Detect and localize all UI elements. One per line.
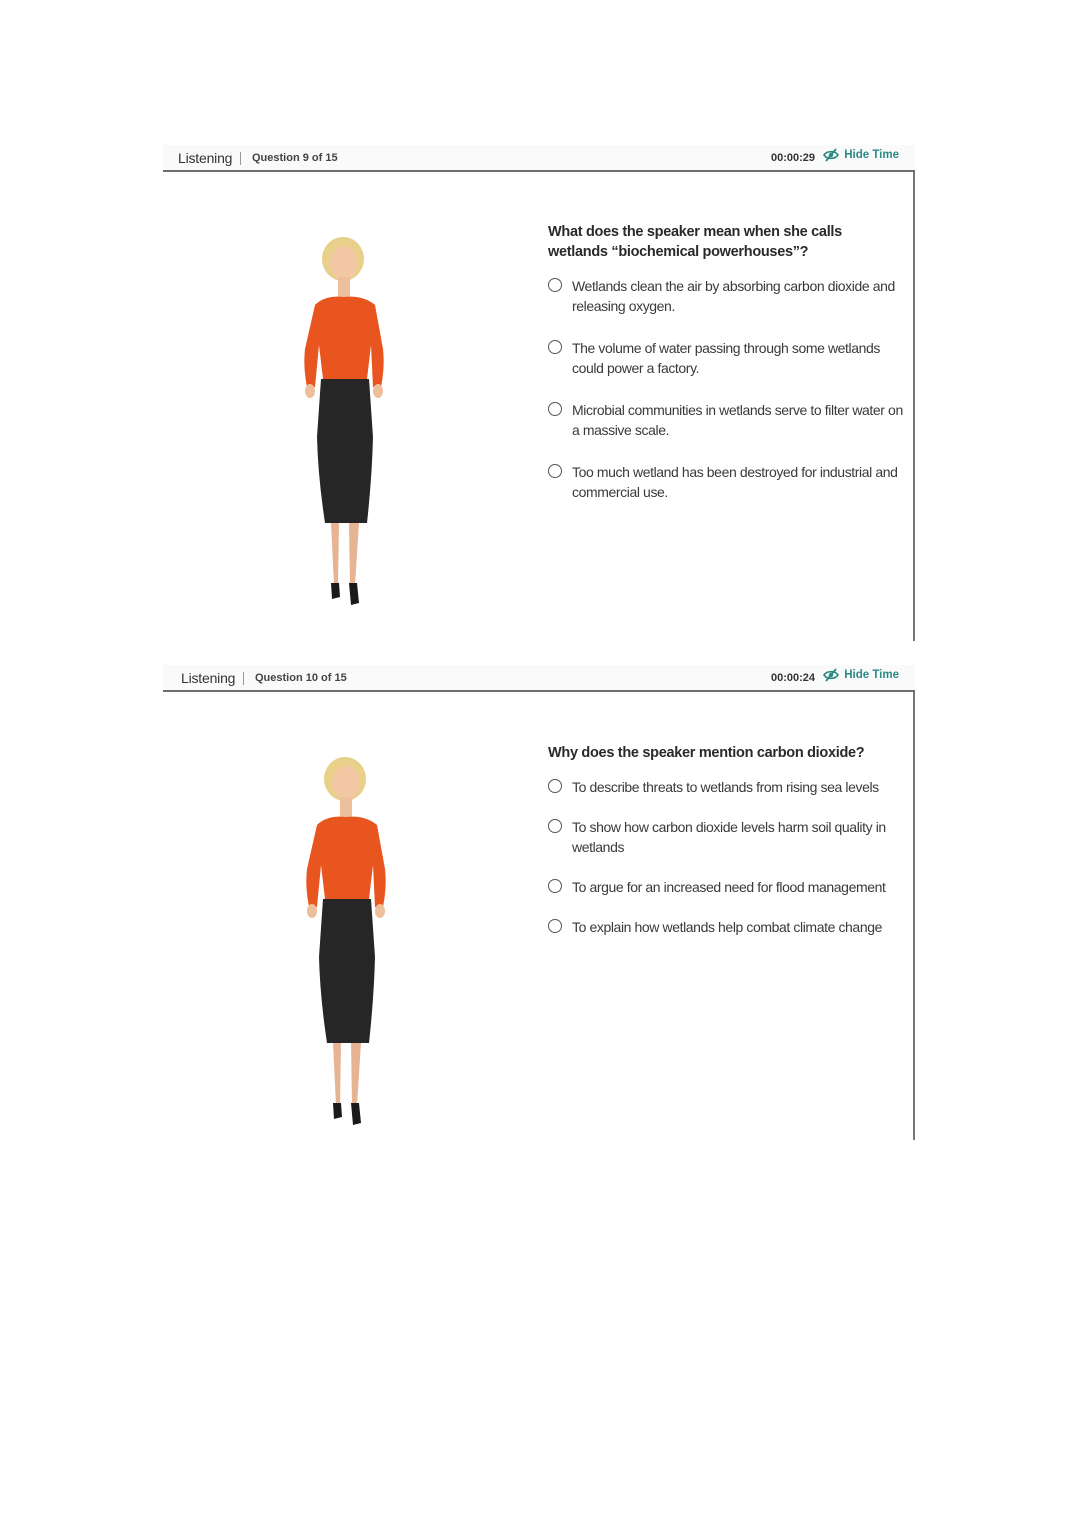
answer-option[interactable]	[548, 462, 903, 502]
section-label: Listening	[178, 150, 233, 166]
panel-border	[913, 665, 915, 1140]
answer-option[interactable]	[548, 777, 903, 797]
answer-option[interactable]	[548, 817, 903, 857]
section-label: Listening	[181, 670, 236, 686]
eye-slash-icon	[823, 668, 839, 682]
speaker-image	[295, 237, 405, 617]
timer: 00:00:24	[770, 672, 815, 684]
question-counter: Question 9 of 15	[252, 152, 338, 164]
answer-option[interactable]	[548, 276, 903, 316]
question-text: Why does the speaker mention carbon dioxide?	[548, 745, 865, 761]
eye-slash-icon	[823, 148, 839, 162]
radio-icon[interactable]	[548, 340, 562, 354]
option-label: To describe threats to wetlands from rising sea levels	[572, 779, 879, 795]
radio-icon[interactable]	[548, 402, 562, 416]
question-panel-10	[163, 665, 915, 1140]
option-label: Wetlands clean the air by absorbing carbon dioxide and releasing oxygen.	[572, 278, 895, 314]
question-text: What does the speaker mean when she calls wetlands “biochemical powerhouses”?	[548, 224, 842, 260]
radio-icon[interactable]	[548, 464, 562, 478]
question-counter: Question 10 of 15	[255, 672, 347, 684]
option-label: To show how carbon dioxide levels harm soil quality in wetlands	[572, 819, 886, 855]
option-label: To argue for an increased need for flood management	[572, 879, 886, 895]
hide-time-button[interactable]	[823, 668, 899, 682]
question-panel-9	[163, 145, 915, 641]
hide-time-label: Hide Time	[844, 149, 899, 161]
question-area	[548, 743, 903, 957]
speaker-image	[297, 757, 407, 1137]
top-bar	[163, 665, 915, 692]
answer-option[interactable]	[548, 400, 903, 440]
hide-time-label: Hide Time	[844, 669, 899, 681]
hide-time-button[interactable]	[823, 148, 899, 162]
question-area	[548, 222, 903, 524]
answer-option[interactable]	[548, 877, 903, 897]
radio-icon[interactable]	[548, 819, 562, 833]
divider	[243, 672, 244, 685]
option-label: Microbial communities in wetlands serve to filter water on a massive scale.	[572, 402, 903, 438]
radio-icon[interactable]	[548, 779, 562, 793]
option-label: To explain how wetlands help combat climate change	[572, 919, 882, 935]
divider	[240, 152, 241, 165]
radio-icon[interactable]	[548, 919, 562, 933]
panel-border	[913, 145, 915, 641]
option-label: The volume of water passing through some wetlands could power a factory.	[572, 340, 881, 376]
radio-icon[interactable]	[548, 879, 562, 893]
top-bar	[163, 145, 915, 172]
option-label: Too much wetland has been destroyed for industrial and commercial use.	[572, 464, 898, 500]
answer-option[interactable]	[548, 917, 903, 937]
timer: 00:00:29	[770, 152, 815, 164]
radio-icon[interactable]	[548, 278, 562, 292]
answer-option[interactable]	[548, 338, 903, 378]
